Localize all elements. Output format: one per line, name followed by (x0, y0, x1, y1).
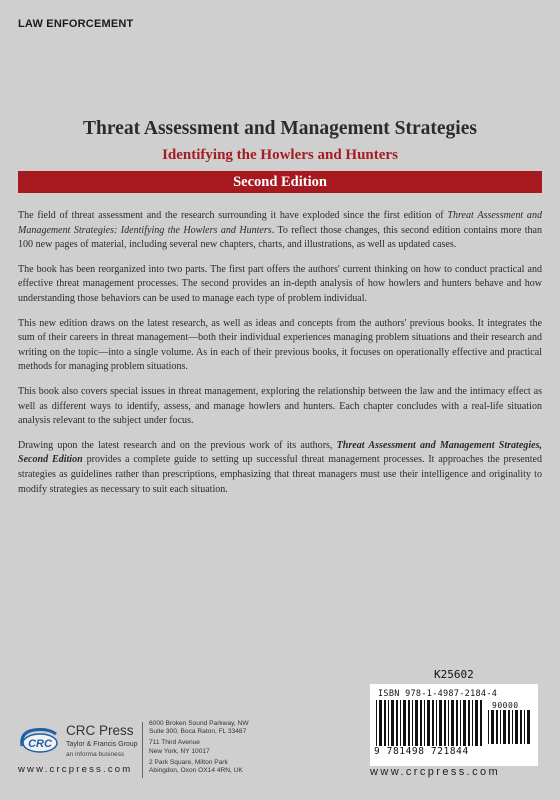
barcode-bar (496, 710, 498, 744)
barcode-bar (448, 700, 449, 746)
barcode-bar (376, 700, 377, 746)
barcode-bar (527, 710, 530, 744)
book-title: Threat Assessment and Management Strategies (83, 118, 477, 139)
barcode-bar (408, 700, 410, 746)
barcode-bar (503, 710, 506, 744)
barcode-bar (488, 710, 489, 744)
barcode-bar (468, 700, 470, 746)
barcode-bar (508, 710, 510, 744)
barcode-bar (379, 700, 382, 746)
barcode-bar (412, 700, 413, 746)
description-paragraph-2: The book has been reorganized into two parts. The first part offers the authors' current thinking on how to conduct practical and effective threat management processes. The second provides an in-depth analysis of how howlers and hunters behave and how understanding those behaviors can be used to manage each type of problem individual. (18, 263, 542, 304)
description-paragraph-5: Drawing upon the latest research and on the previous work of its authors, Threat Assessment and Management Strategies, Second Edition provides a complete guide to setting up successful threat management processes. It approaches the presented strategies as guidelines rather than prescriptions, emphasizing that threat managers must use their intelligence and originality to modify strategies as necessary to suit each situation. (18, 439, 542, 495)
svg-text:CRC: CRC (28, 738, 52, 750)
barcode-bar (391, 700, 394, 746)
barcode-bar (480, 700, 482, 746)
barcode-bar (515, 710, 518, 744)
isbn-number: ISBN 978-1-4987-2184-4 (378, 689, 498, 699)
description-paragraph-1: The field of threat assessment and the research surrounding it have exploded since the first edition of Threat Assessment and Management Strategies: Identifying the Howlers and Hunters. To reflect those changes, this second edition contains more than 100 new pages of material, including several new chapters, charts, and illustrations, as well as updated cases. (18, 210, 542, 251)
ean-barcode-bars (376, 700, 484, 746)
barcode-bar (475, 700, 478, 746)
barcode-bar (388, 700, 389, 746)
barcode-bar (491, 710, 494, 744)
barcode-bar (444, 700, 446, 746)
edition-banner (18, 171, 542, 193)
address-divider (142, 722, 143, 778)
barcode-bar (451, 700, 454, 746)
description-paragraph-3: This new edition draws on the latest research, as well as ideas and concepts from the authors' previous books. It integrates the sum of their careers in threat management—both their individual experiences managing problem situations and their research and writing on the topic—into a single volume. As in each of their previous books, it focuses on operationally effective and practical methods for managing problem situations. (18, 317, 542, 373)
barcode-bar (524, 710, 525, 744)
website-link-right[interactable]: www.crcpress.com (370, 766, 501, 778)
barcode-bar (415, 700, 418, 746)
publisher-business: an informa business (66, 751, 125, 758)
barcode-addon: 90000 (492, 701, 519, 710)
barcode-bar (439, 700, 442, 746)
category-label: LAW ENFORCEMENT (18, 18, 134, 30)
addon-barcode-bars (488, 710, 532, 744)
crc-logo-icon (18, 726, 62, 756)
ean-number: 9 781498 721844 (374, 746, 469, 757)
barcode-bar (500, 710, 501, 744)
barcode-bar (432, 700, 434, 746)
description-paragraph-4: This book also covers special issues in threat management, exploring the relationship between the law and the intimacy effect as well as different ways to identify, assess, and manage howlers and hunters. Each chapter concludes with a real-life situation analysis relevant to the subject under focus. (18, 385, 542, 427)
barcode-bar (396, 700, 398, 746)
barcode-bar (512, 710, 513, 744)
barcode-bar (520, 710, 522, 744)
website-link-left[interactable]: www.crcpress.com (18, 764, 133, 775)
barcode-bar (427, 700, 430, 746)
barcode-bar (384, 700, 386, 746)
barcode-bar (460, 700, 461, 746)
barcode-bar (424, 700, 425, 746)
barcode-bar (456, 700, 458, 746)
barcode-bar (436, 700, 437, 746)
barcode-bar (463, 700, 466, 746)
publisher-address: 6000 Broken Sound Parkway, NW Suite 300, Boca Raton, FL 33487 711 Third Avenue New York, NY 10017 2 Park Square, Milton Park Abingdon, Oxon OX14 4RN, UK (149, 720, 249, 775)
isbn-barcode (370, 684, 538, 766)
publisher-name: CRC Press (66, 723, 134, 738)
edition-label: Second Edition (233, 174, 327, 190)
barcode-bar (472, 700, 473, 746)
product-code: K25602 (434, 668, 474, 681)
book-subtitle: Identifying the Howlers and Hunters (162, 147, 398, 163)
description (18, 209, 542, 507)
barcode-bar (400, 700, 401, 746)
barcode-bar (420, 700, 422, 746)
barcode-bar (403, 700, 406, 746)
publisher-group: Taylor & Francis Group (66, 741, 138, 748)
